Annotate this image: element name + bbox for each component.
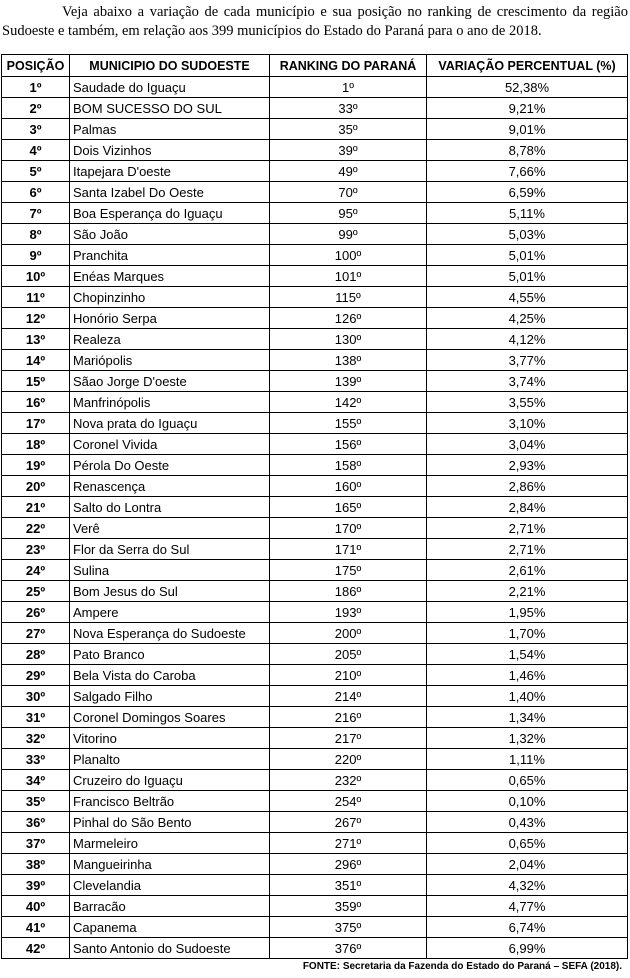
ranking-cell: 35º [270,119,427,140]
variation-cell: 0,65% [427,770,628,791]
variation-cell: 9,01% [427,119,628,140]
intro-text-block [0,3,630,41]
city-cell: Pérola Do Oeste [70,455,270,476]
variation-cell: 1,95% [427,602,628,623]
city-cell: Bela Vista do Caroba [70,665,270,686]
position-cell: 2º [2,98,70,119]
position-cell: 23º [2,539,70,560]
city-cell: Dois Vizinhos [70,140,270,161]
city-cell: Barracão [70,896,270,917]
position-cell: 39º [2,875,70,896]
ranking-cell: 267º [270,812,427,833]
city-cell: Clevelandia [70,875,270,896]
position-cell: 5º [2,161,70,182]
table-row [2,140,628,161]
city-cell: Mariópolis [70,350,270,371]
ranking-cell: 130º [270,329,427,350]
table-row [2,518,628,539]
variation-cell: 6,99% [427,938,628,959]
variation-cell: 2,93% [427,455,628,476]
position-cell: 18º [2,434,70,455]
variation-cell: 1,34% [427,707,628,728]
variation-cell: 0,65% [427,833,628,854]
city-cell: Sãao Jorge D'oeste [70,371,270,392]
table-row [2,644,628,665]
city-cell: Boa Esperança do Iguaçu [70,203,270,224]
ranking-table [1,54,628,959]
table-row [2,245,628,266]
variation-cell: 2,71% [427,539,628,560]
position-cell: 10º [2,266,70,287]
table-row [2,224,628,245]
city-cell: Salgado Filho [70,686,270,707]
variation-cell: 2,04% [427,854,628,875]
city-cell: Bom Jesus do Sul [70,581,270,602]
city-cell: Saudade do Iguaçu [70,77,270,98]
ranking-cell: 39º [270,140,427,161]
position-cell: 27º [2,623,70,644]
city-cell: Ampere [70,602,270,623]
variation-cell: 1,54% [427,644,628,665]
table-row [2,182,628,203]
city-cell: São João [70,224,270,245]
city-cell: Renascença [70,476,270,497]
position-cell: 41º [2,917,70,938]
position-cell: 12º [2,308,70,329]
position-cell: 40º [2,896,70,917]
position-cell: 35º [2,791,70,812]
variation-cell: 5,03% [427,224,628,245]
position-cell: 8º [2,224,70,245]
position-cell: 13º [2,329,70,350]
city-cell: Flor da Serra do Sul [70,539,270,560]
position-cell: 21º [2,497,70,518]
table-row [2,623,628,644]
ranking-cell: 296º [270,854,427,875]
position-cell: 15º [2,371,70,392]
variation-cell: 3,04% [427,434,628,455]
city-cell: Pato Branco [70,644,270,665]
table-row [2,791,628,812]
table-row [2,875,628,896]
ranking-cell: 217º [270,728,427,749]
city-cell: Sulina [70,560,270,581]
ranking-cell: 376º [270,938,427,959]
city-cell: Vitorino [70,728,270,749]
variation-cell: 1,46% [427,665,628,686]
city-cell: BOM SUCESSO DO SUL [70,98,270,119]
table-row [2,161,628,182]
position-cell: 1º [2,77,70,98]
table-row [2,560,628,581]
position-cell: 30º [2,686,70,707]
city-cell: Santa Izabel Do Oeste [70,182,270,203]
position-cell: 9º [2,245,70,266]
variation-cell: 1,11% [427,749,628,770]
position-cell: 28º [2,644,70,665]
ranking-cell: 170º [270,518,427,539]
table-row [2,476,628,497]
ranking-cell: 200º [270,623,427,644]
ranking-cell: 99º [270,224,427,245]
ranking-cell: 359º [270,896,427,917]
table-header [2,55,628,77]
ranking-cell: 156º [270,434,427,455]
variation-cell: 4,55% [427,287,628,308]
table-row [2,728,628,749]
ranking-cell: 115º [270,287,427,308]
table-row [2,77,628,98]
header-city: MUNICIPIO DO SUDOESTE [70,55,270,77]
ranking-cell: 142º [270,392,427,413]
ranking-cell: 49º [270,161,427,182]
position-cell: 36º [2,812,70,833]
table-row [2,119,628,140]
position-cell: 17º [2,413,70,434]
ranking-cell: 101º [270,266,427,287]
table-row [2,266,628,287]
table-row [2,917,628,938]
city-cell: Francisco Beltrão [70,791,270,812]
city-cell: Chopinzinho [70,287,270,308]
city-cell: Verê [70,518,270,539]
table-row [2,854,628,875]
city-cell: Salto do Lontra [70,497,270,518]
position-cell: 16º [2,392,70,413]
table-row [2,707,628,728]
city-cell: Nova Esperança do Sudoeste [70,623,270,644]
table-row [2,833,628,854]
variation-cell: 0,43% [427,812,628,833]
ranking-cell: 138º [270,350,427,371]
ranking-cell: 126º [270,308,427,329]
table-body [2,77,628,959]
intro-paragraph: Veja abaixo a variação de cada município e sua posição no ranking de crescimento da região Sudoeste e também, em relação aos 399 municípios do Estado do Paraná para o ano de 2018. [2,4,628,39]
variation-cell: 1,32% [427,728,628,749]
position-cell: 25º [2,581,70,602]
table-row [2,581,628,602]
table-row [2,98,628,119]
ranking-cell: 165º [270,497,427,518]
position-cell: 4º [2,140,70,161]
table-row [2,371,628,392]
ranking-cell: 155º [270,413,427,434]
table-row [2,539,628,560]
position-cell: 42º [2,938,70,959]
ranking-cell: 375º [270,917,427,938]
ranking-cell: 186º [270,581,427,602]
city-cell: Pranchita [70,245,270,266]
city-cell: Pinhal do São Bento [70,812,270,833]
position-cell: 38º [2,854,70,875]
table-row [2,392,628,413]
ranking-cell: 220º [270,749,427,770]
city-cell: Manfrinópolis [70,392,270,413]
city-cell: Nova prata do Iguaçu [70,413,270,434]
position-cell: 26º [2,602,70,623]
position-cell: 32º [2,728,70,749]
city-cell: Santo Antonio do Sudoeste [70,938,270,959]
city-cell: Capanema [70,917,270,938]
city-cell: Palmas [70,119,270,140]
position-cell: 14º [2,350,70,371]
ranking-cell: 271º [270,833,427,854]
ranking-cell: 205º [270,644,427,665]
table-row [2,413,628,434]
variation-cell: 8,78% [427,140,628,161]
position-cell: 7º [2,203,70,224]
table-row [2,497,628,518]
variation-cell: 0,10% [427,791,628,812]
ranking-cell: 1º [270,77,427,98]
ranking-cell: 139º [270,371,427,392]
table-row [2,350,628,371]
table-row [2,602,628,623]
variation-cell: 4,25% [427,308,628,329]
variation-cell: 5,11% [427,203,628,224]
table-row [2,203,628,224]
variation-cell: 2,21% [427,581,628,602]
position-cell: 22º [2,518,70,539]
variation-cell: 4,32% [427,875,628,896]
ranking-cell: 95º [270,203,427,224]
header-ranking: RANKING DO PARANÁ [270,55,427,77]
ranking-cell: 158º [270,455,427,476]
table-row [2,665,628,686]
ranking-cell: 216º [270,707,427,728]
variation-cell: 3,55% [427,392,628,413]
table-row [2,749,628,770]
variation-cell: 52,38% [427,77,628,98]
ranking-cell: 232º [270,770,427,791]
variation-cell: 4,77% [427,896,628,917]
table-row [2,686,628,707]
city-cell: Coronel Vivida [70,434,270,455]
variation-cell: 9,21% [427,98,628,119]
table-row [2,329,628,350]
position-cell: 20º [2,476,70,497]
ranking-cell: 351º [270,875,427,896]
position-cell: 19º [2,455,70,476]
variation-cell: 5,01% [427,266,628,287]
position-cell: 37º [2,833,70,854]
city-cell: Marmeleiro [70,833,270,854]
header-row [2,55,628,77]
ranking-cell: 175º [270,560,427,581]
city-cell: Itapejara D'oeste [70,161,270,182]
header-position: POSIÇÃO [2,55,70,77]
table-row [2,812,628,833]
table-row [2,434,628,455]
table-row [2,938,628,959]
position-cell: 33º [2,749,70,770]
ranking-cell: 100º [270,245,427,266]
table-row [2,455,628,476]
city-cell: Honório Serpa [70,308,270,329]
variation-cell: 2,84% [427,497,628,518]
variation-cell: 4,12% [427,329,628,350]
ranking-cell: 214º [270,686,427,707]
ranking-cell: 160º [270,476,427,497]
variation-cell: 3,74% [427,371,628,392]
ranking-cell: 210º [270,665,427,686]
header-variation: VARIAÇÃO PERCENTUAL (%) [427,55,628,77]
variation-cell: 1,70% [427,623,628,644]
variation-cell: 3,10% [427,413,628,434]
ranking-cell: 70º [270,182,427,203]
variation-cell: 7,66% [427,161,628,182]
variation-cell: 1,40% [427,686,628,707]
variation-cell: 2,86% [427,476,628,497]
city-cell: Enéas Marques [70,266,270,287]
variation-cell: 3,77% [427,350,628,371]
position-cell: 3º [2,119,70,140]
position-cell: 6º [2,182,70,203]
variation-cell: 6,74% [427,917,628,938]
table-row [2,896,628,917]
table-row [2,308,628,329]
city-cell: Coronel Domingos Soares [70,707,270,728]
city-cell: Realeza [70,329,270,350]
city-cell: Planalto [70,749,270,770]
ranking-cell: 33º [270,98,427,119]
variation-cell: 2,71% [427,518,628,539]
variation-cell: 2,61% [427,560,628,581]
variation-cell: 6,59% [427,182,628,203]
city-cell: Mangueirinha [70,854,270,875]
position-cell: 24º [2,560,70,581]
table-row [2,287,628,308]
ranking-cell: 193º [270,602,427,623]
ranking-cell: 171º [270,539,427,560]
position-cell: 31º [2,707,70,728]
table-row [2,770,628,791]
position-cell: 34º [2,770,70,791]
position-cell: 29º [2,665,70,686]
source-note: FONTE: Secretaria da Fazenda do Estado do Paraná – SEFA (2018). [302,961,622,972]
ranking-cell: 254º [270,791,427,812]
position-cell: 11º [2,287,70,308]
city-cell: Cruzeiro do Iguaçu [70,770,270,791]
variation-cell: 5,01% [427,245,628,266]
